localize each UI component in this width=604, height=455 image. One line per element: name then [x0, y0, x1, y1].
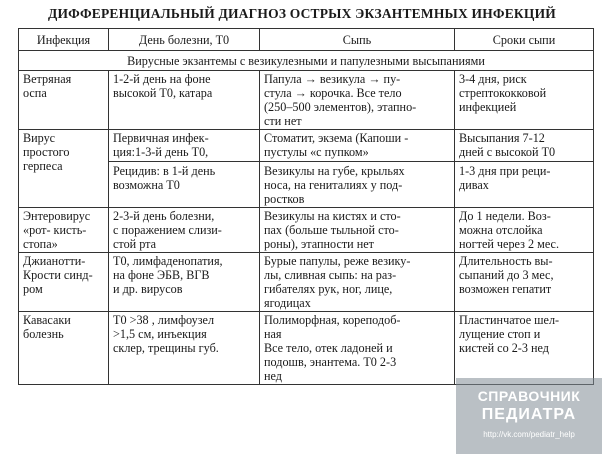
cell-line: 1-2-й день на фоне — [113, 72, 211, 86]
cell-line: Джианотти- — [23, 254, 86, 268]
diagnosis-table — [18, 28, 594, 385]
cell-line: Вирус — [23, 131, 56, 145]
watermark-line: ПЕДИАТРА — [481, 406, 577, 423]
cell-line: (250–500 элементов), этапно- — [264, 100, 417, 114]
cell-line: До 1 недели. Воз- — [459, 209, 551, 223]
cell-line: Первичная инфек- — [113, 131, 209, 145]
cell-timing — [455, 208, 594, 253]
cell-day — [109, 312, 260, 385]
cell-line: Т0, лимфаденопатия, — [113, 254, 223, 268]
cell-line: Везикулы на губе, крыльях — [264, 164, 405, 178]
cell-line: ногтей через 2 мес. — [459, 237, 559, 251]
cell-line: Полиморфная, кореподоб- — [264, 313, 401, 327]
subheader: Вирусные экзантемы с везикулезными и папулезными высыпаниями — [19, 51, 594, 71]
cell-line: Кавасаки — [23, 313, 71, 327]
cell-split — [260, 161, 454, 206]
cell-line: дивах — [459, 178, 489, 192]
cell-timing — [455, 71, 594, 130]
cell-line: лущение стоп и — [459, 327, 541, 341]
cell-timing — [455, 130, 594, 208]
table-row — [19, 130, 594, 208]
cell-line: 1-3 дня при реци- — [459, 164, 551, 178]
cell-line: дней с высокой Т0 — [459, 145, 556, 159]
cell-line: Папула → везикула → пу- — [264, 72, 401, 86]
cell-line: герпеса — [23, 159, 63, 173]
cell-rash — [260, 71, 455, 130]
cell-line: ная — [264, 327, 282, 341]
cell-line: оспа — [23, 86, 47, 100]
cell-line: Крости синд- — [23, 268, 93, 282]
cell-split — [109, 161, 259, 192]
cell-line: Все тело, отек ладоней и — [264, 341, 393, 355]
cell-line: Т0 >38 , лимфоузел — [113, 313, 215, 327]
cell-line: Стоматит, экзема (Капоши - — [264, 131, 409, 145]
cell-line: лы, сливная сыпь: на раз- — [264, 268, 397, 282]
cell-day — [109, 71, 260, 130]
watermark — [456, 378, 602, 454]
cell-line: склер, трещины губ. — [113, 341, 219, 355]
cell-line: можна отслойка — [459, 223, 543, 237]
table-row — [19, 208, 594, 253]
cell-line: Везикулы на кистях и сто- — [264, 209, 401, 223]
cell-infection — [19, 130, 109, 208]
cell-line: простого — [23, 145, 70, 159]
table-row — [19, 312, 594, 385]
watermark-line: СПРАВОЧНИК — [477, 388, 581, 404]
cell-line: Высыпания 7-12 — [459, 131, 545, 145]
header-day: День болезни, Т0 — [109, 29, 260, 51]
table-row — [19, 71, 594, 130]
cell-line: ром — [23, 282, 43, 296]
cell-rash — [260, 253, 455, 312]
cell-line: кистей со 2-3 нед — [459, 341, 549, 355]
cell-infection — [19, 208, 109, 253]
cell-day — [109, 253, 260, 312]
cell-line: пустулы «с пупком» — [264, 145, 369, 159]
cell-line: 3-4 дня, риск — [459, 72, 527, 86]
cell-line: возможна Т0 — [113, 178, 180, 192]
cell-line: Бурые папулы, реже везику- — [264, 254, 411, 268]
cell-split — [455, 161, 593, 192]
cell-line: гибателях рук, ног, лице, — [264, 282, 393, 296]
cell-line: Длительность вы- — [459, 254, 553, 268]
cell-line: ягодицах — [264, 296, 311, 310]
cell-infection — [19, 71, 109, 130]
cell-line: >1,5 см, инъекция — [113, 327, 207, 341]
cell-line: стрептококковой — [459, 86, 547, 100]
cell-line: Рецидив: в 1-й день — [113, 164, 216, 178]
cell-line: стой рта — [113, 237, 157, 251]
cell-line: Пластинчатое шел- — [459, 313, 560, 327]
cell-line: нед — [264, 369, 282, 383]
cell-rash — [260, 312, 455, 385]
cell-rash — [260, 208, 455, 253]
cell-line: и др. вирусов — [113, 282, 183, 296]
cell-line: ростков — [264, 192, 305, 206]
cell-line: носа, на гениталиях у под- — [264, 178, 403, 192]
cell-line: болезнь — [23, 327, 64, 341]
header-row — [19, 29, 594, 51]
header-timing: Сроки сыпи — [455, 29, 594, 51]
cell-line: ция:1-3-й день Т0, — [113, 145, 209, 159]
cell-line: на фоне ЭБВ, ВГВ — [113, 268, 210, 282]
cell-day — [109, 130, 260, 208]
cell-timing — [455, 253, 594, 312]
cell-line: Энтеровирус — [23, 209, 91, 223]
cell-line: с поражением слизи- — [113, 223, 222, 237]
page-title: ДИФФЕРЕНЦИАЛЬНЫЙ ДИАГНОЗ ОСТРЫХ ЭКЗАНТЕМНЫХ ИНФЕКЦИЙ — [47, 6, 557, 21]
cell-line: «рот- кисть- — [23, 223, 87, 237]
cell-line: роны), этапности нет — [264, 237, 375, 251]
cell-line: инфекцией — [459, 100, 517, 114]
cell-line: 2-3-й день болезни, — [113, 209, 215, 223]
cell-line: пах (больше тыльной сто- — [264, 223, 399, 237]
cell-rash — [260, 130, 455, 208]
table-row — [19, 253, 594, 312]
cell-line: стула → корочка. Все тело — [264, 86, 402, 100]
cell-line: высокой Т0, катара — [113, 86, 213, 100]
header-infection: Инфекция — [19, 29, 109, 51]
cell-infection — [19, 312, 109, 385]
cell-line: Ветряная — [23, 72, 72, 86]
cell-line: стопа» — [23, 237, 58, 251]
cell-infection — [19, 253, 109, 312]
cell-timing — [455, 312, 594, 385]
header-rash: Сыпь — [260, 29, 455, 51]
cell-line: сти нет — [264, 114, 302, 128]
cell-line: сыпаний до 3 мес, — [459, 268, 554, 282]
cell-day — [109, 208, 260, 253]
watermark-url: http://vk.com/pediatr_help — [483, 430, 575, 439]
cell-line: подошв, энантема. Т0 2-3 — [264, 355, 397, 369]
subheader-row — [19, 51, 594, 71]
cell-line: возможен гепатит — [459, 282, 552, 296]
